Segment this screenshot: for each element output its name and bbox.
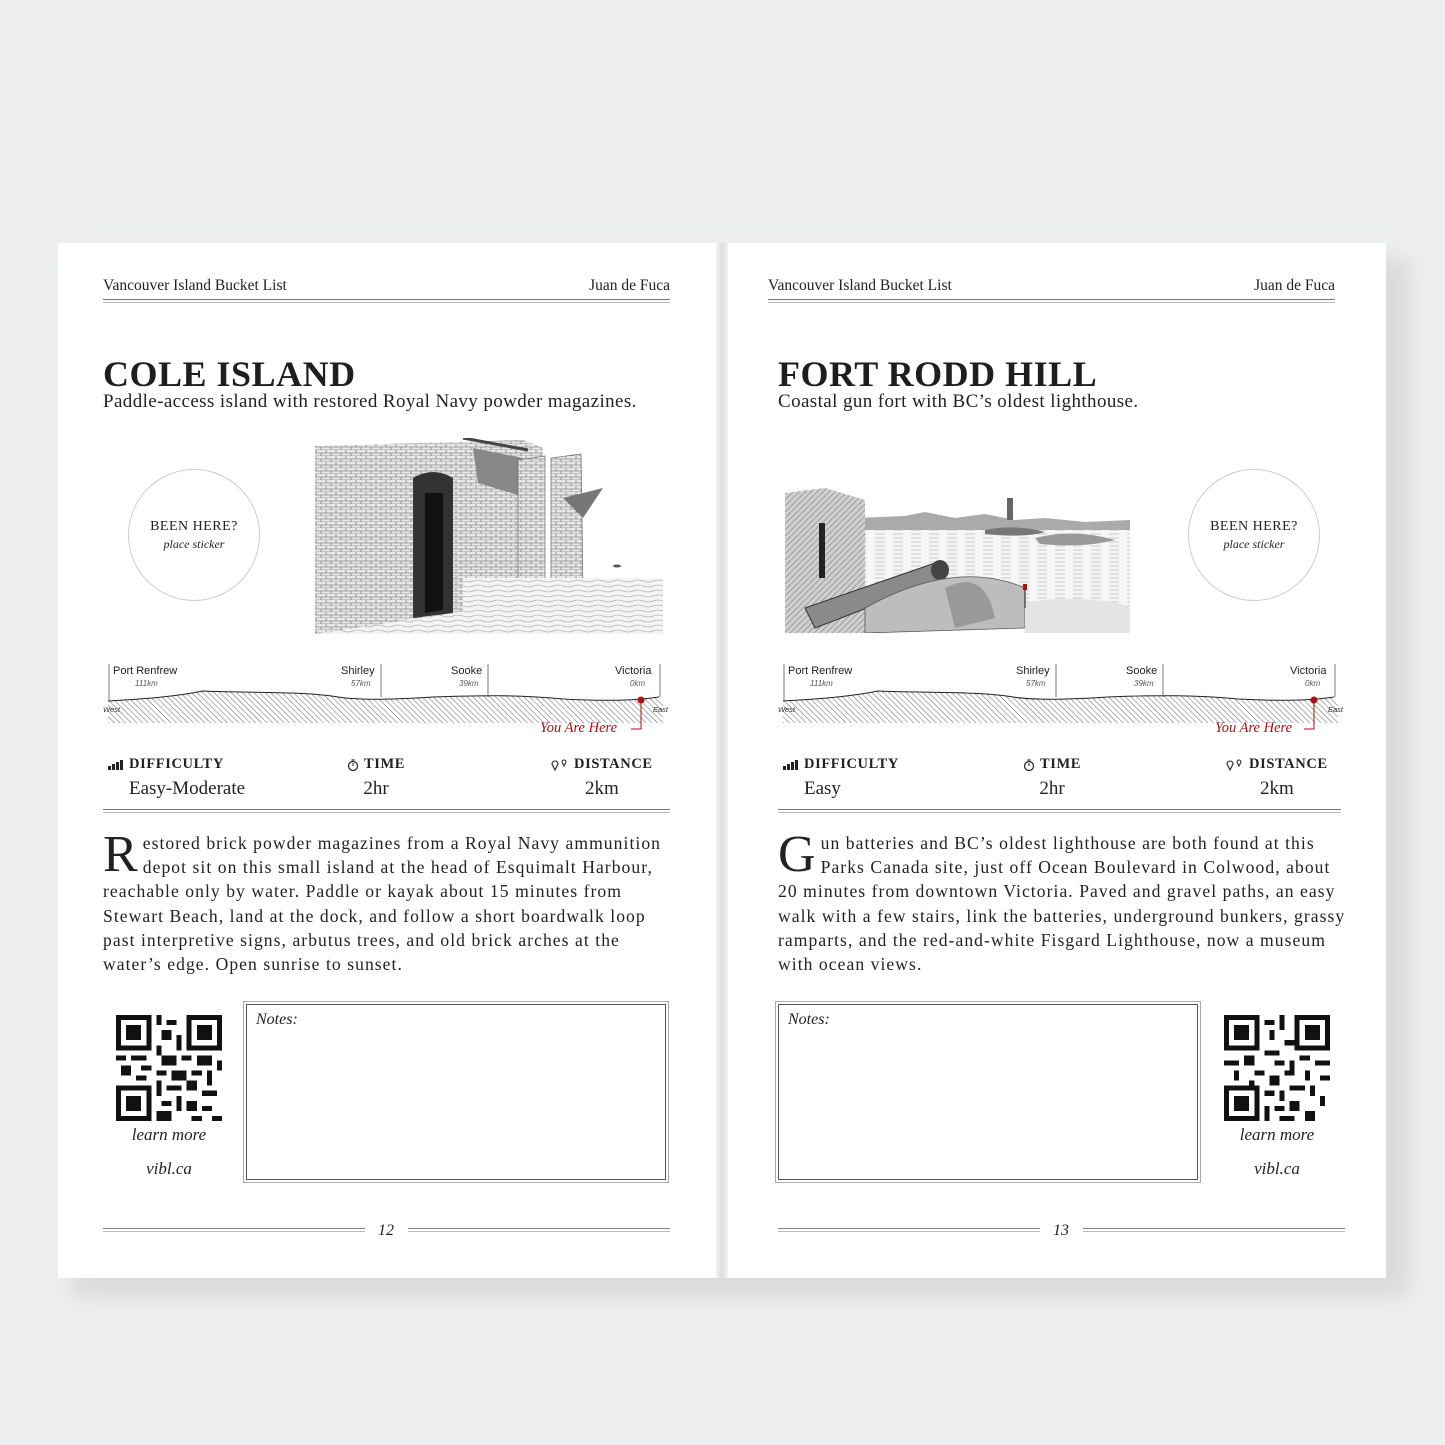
left-page: [58, 243, 721, 1278]
qr-url[interactable]: vibl.ca: [146, 1159, 192, 1178]
trip-stats: [778, 756, 1341, 806]
difficulty-label: DIFFICULTY: [804, 756, 899, 772]
region-label: Juan de Fuca: [589, 277, 670, 294]
time-value: 2hr: [363, 778, 389, 799]
distance-label: DISTANCE: [574, 756, 653, 772]
town-km: 39km: [459, 679, 479, 688]
drop-cap: G: [778, 826, 817, 883]
trip-stats: [103, 756, 670, 806]
page-number: 12: [378, 1222, 394, 1239]
stopwatch-icon: [1023, 759, 1035, 771]
difficulty-value: Easy: [804, 778, 841, 799]
stats-rule: [778, 809, 1341, 813]
sticker-question: BEEN HERE?: [1210, 518, 1298, 534]
notes-label: Notes:: [256, 1011, 298, 1028]
notes-box[interactable]: [778, 1004, 1198, 1180]
time-stat: [1023, 756, 1081, 800]
footer-rule: [408, 1228, 670, 1232]
signal-bars-icon: [783, 760, 799, 770]
powder-magazine-illustration: [313, 438, 663, 634]
page-subtitle: Paddle-access island with restored Royal Navy powder magazines.: [103, 391, 637, 412]
right-page: [723, 243, 1386, 1278]
town-km: 39km: [1134, 679, 1154, 688]
town-port-renfrew: Port Renfrew: [113, 665, 178, 677]
town-sooke: Sooke: [1126, 665, 1158, 677]
map-pin-icon: [1226, 759, 1244, 771]
signal-bars-icon: [108, 760, 124, 770]
town-shirley: Shirley: [341, 665, 375, 677]
notes-box[interactable]: [246, 1004, 666, 1180]
east-label: East: [1328, 705, 1344, 714]
you-are-here-label: You Are Here: [1215, 720, 1293, 736]
running-header: [103, 277, 670, 295]
distance-stat: [1226, 756, 1328, 800]
difficulty-stat: [108, 756, 245, 800]
west-label: West: [778, 705, 795, 714]
description: [103, 826, 673, 976]
difficulty-stat: [783, 756, 899, 800]
footer-rule: [778, 1228, 1040, 1232]
town-km: 111km: [810, 679, 833, 688]
footer-rule: [1083, 1228, 1345, 1232]
town-victoria: Victoria: [1290, 665, 1327, 677]
page-title: COLE ISLAND: [103, 354, 356, 394]
qr-caption: learn more: [1239, 1125, 1315, 1144]
header-rule: [768, 299, 1335, 303]
qr-caption: learn more: [131, 1125, 207, 1144]
difficulty-value: Easy-Moderate: [129, 778, 246, 799]
you-are-here-label: You Are Here: [540, 720, 618, 736]
distance-stat: [551, 756, 653, 800]
page-subtitle: Coastal gun fort with BC’s oldest lighthouse.: [778, 391, 1139, 412]
distance-value: 2km: [584, 778, 619, 799]
west-label: West: [103, 705, 120, 714]
town-km: 57km: [351, 679, 371, 688]
qr-code[interactable]: [116, 1015, 222, 1121]
description: [778, 826, 1348, 976]
town-km: 57km: [1026, 679, 1046, 688]
sticker-question: BEEN HERE?: [150, 518, 238, 534]
header-rule: [103, 299, 670, 303]
drop-cap: R: [103, 826, 139, 883]
qr-code[interactable]: [1224, 1015, 1330, 1121]
description-text: un batteries and BC’s oldest lighthouse are both found at this Parks Canada site, just off Ocean Boulevard in Colwood, about 20 minutes from downtown Victoria. Paved and gravel paths, an easy walk with a few stairs, link the batteries, underground bunkers, grassy ramparts, and the red-and-white Fisgard Lighthouse, now a museum with ocean views.: [778, 833, 1346, 975]
elevation-profile: [103, 661, 671, 741]
book-gutter: [716, 243, 728, 1278]
running-header: [768, 277, 1335, 295]
town-km: 0km: [630, 679, 646, 688]
town-km: 0km: [1305, 679, 1321, 688]
page-number: 13: [1053, 1222, 1069, 1239]
difficulty-label: DIFFICULTY: [129, 756, 224, 772]
town-km: 111km: [135, 679, 158, 688]
notes-label: Notes:: [788, 1011, 830, 1028]
town-sooke: Sooke: [451, 665, 483, 677]
map-pin-icon: [551, 759, 569, 771]
town-shirley: Shirley: [1016, 665, 1050, 677]
time-label: TIME: [1040, 756, 1082, 772]
qr-url[interactable]: vibl.ca: [1254, 1159, 1300, 1178]
fort-gun-illustration: [785, 488, 1130, 633]
sticker-circle[interactable]: [128, 469, 260, 601]
time-label: TIME: [364, 756, 406, 772]
town-victoria: Victoria: [615, 665, 652, 677]
time-stat: [347, 756, 405, 800]
time-value: 2hr: [1039, 778, 1065, 799]
east-label: East: [653, 705, 669, 714]
sticker-prompt: place sticker: [1223, 536, 1285, 551]
book-title: Vancouver Island Bucket List: [103, 277, 287, 294]
sticker-circle[interactable]: [1188, 469, 1320, 601]
town-port-renfrew: Port Renfrew: [788, 665, 853, 677]
region-label: Juan de Fuca: [1254, 277, 1335, 294]
stopwatch-icon: [347, 759, 359, 771]
distance-label: DISTANCE: [1249, 756, 1328, 772]
footer-rule: [103, 1228, 365, 1232]
description-text: estored brick powder magazines from a Royal Navy ammunition depot sit on this small island at the head of Esquimalt Harbour, reachable only by water. Paddle or kayak about 15 minutes from Stewart Beach, land at the dock, and follow a short boardwalk loop past interpretive signs, arbutus trees, and old brick arches at the water’s edge. Open sunrise to sunset.: [103, 833, 662, 975]
distance-value: 2km: [1259, 778, 1294, 799]
stats-rule: [103, 809, 670, 813]
elevation-profile: [778, 661, 1346, 741]
sticker-prompt: place sticker: [163, 536, 225, 551]
page-title: FORT RODD HILL: [778, 354, 1098, 394]
book-title: Vancouver Island Bucket List: [768, 277, 952, 294]
